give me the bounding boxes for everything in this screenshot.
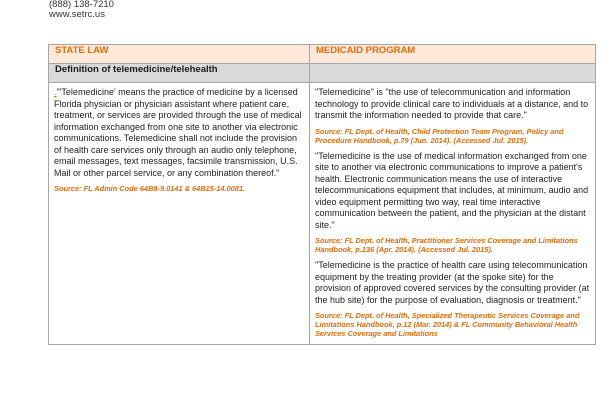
lead-mark: . [54, 87, 57, 97]
table-header-row [49, 45, 596, 64]
state-law-cell [49, 83, 310, 345]
section-row [49, 64, 596, 83]
state-law-quote-text: "'Telemedicine' means the practice of medicine by a licensed Florida physician or physician assistant where patient care, treatment, or services are provided through the use of medical information exchanged from one site to another via electronic communications. Telemedicine shall not include the provision of health care services only through an audio only telephone, email messages, text messages, facsimile transmission, U.S. Mail or other parcel service, or any combination thereof." [54, 87, 302, 178]
section-title: Definition of telemedicine/telehealth [49, 64, 310, 83]
medicaid-quote-3: "Telemedicine is the practice of health care using telecommunication equipment by the treating provider (at the spoke site) for the provision of approved covered services by the consulting provider (at the hub site) for the purpose of evaluation, diagnosis or treatment." [315, 260, 590, 305]
contact-info [49, 0, 114, 20]
header-state-law: STATE LAW [49, 45, 310, 64]
header-medicaid-program: MEDICAID PROGRAM [310, 45, 596, 64]
phone-number: (888) 138-7210 [49, 0, 114, 10]
medicaid-program-cell [310, 83, 596, 345]
website-url: www.setrc.us [49, 9, 105, 20]
telemedicine-law-table [48, 44, 596, 345]
medicaid-source-1: Source: FL Dept. of Health, Child Protection Team Program, Policy and Procedure Handbook, p.79 (Jun. 2014). (Accessed Jul. 2015). [315, 126, 564, 145]
medicaid-source-2: Source: FL Dept. of Health, Practitioner Services Coverage and Limitations Handbook, p.136 (Apr. 2014). (Accessed Jul. 2015). [315, 236, 578, 254]
table-row [49, 83, 596, 345]
medicaid-quote-2: "Telemedicine is the use of medical information exchanged from one site to another via electronic communications to improve a patient's health. Electronic communication means the use of interactive telecommunications equipment that includes, at minimum, audio and video equipment permitting two way, real time interactive communication between the patient, and the physician at the distant site." [315, 150, 589, 230]
medicaid-source-3: Source: FL Dept. of Health, Specialized Therapeutic Services Coverage and Limitations Handbook, p.12 (Mar. 2014) & FL Community Behavioral Health Services Coverage and Limitations [315, 311, 580, 338]
section-title-empty [310, 64, 596, 83]
state-law-quote [54, 87, 304, 179]
medicaid-quote-1: "Telemedicine" is "the use of telecommunication and information technology to provide clinical care to individuals at a distance, and to transmit the information needed to provide that care." [315, 87, 589, 120]
state-law-source: Source: FL Admin Code 64B8-9.0141 & 64B15-14.0081. [54, 184, 246, 193]
